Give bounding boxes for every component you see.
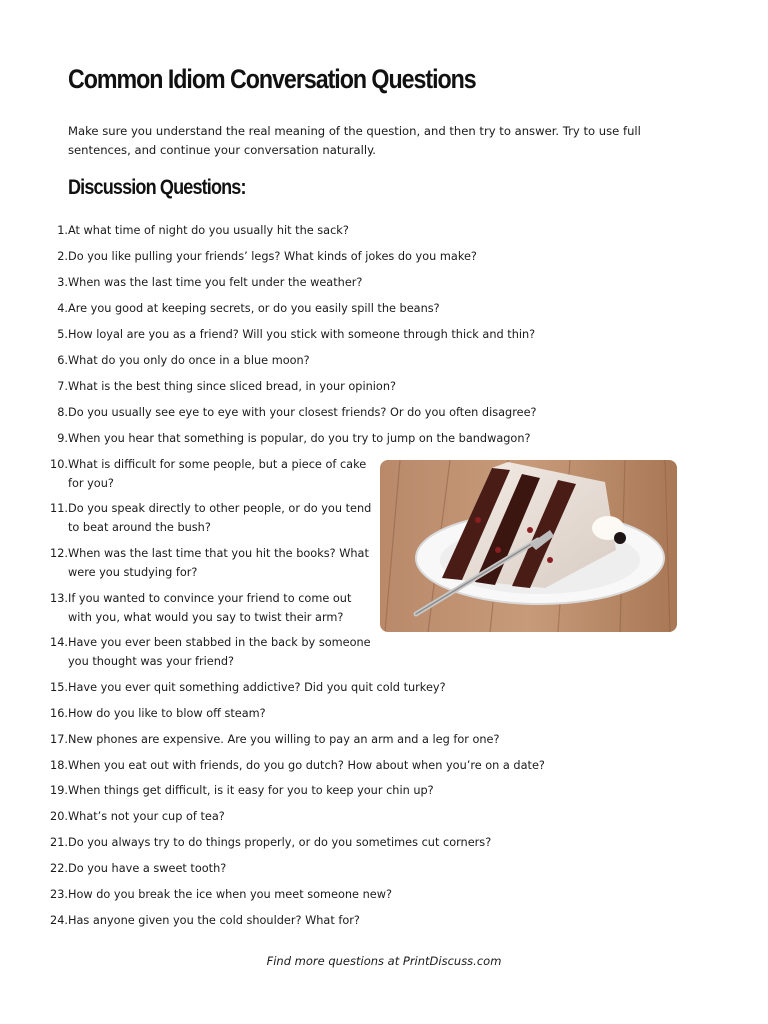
question-text: Are you good at keeping secrets, or do you easily spill the beans? bbox=[68, 302, 440, 315]
list-item: 1. At what time of night do you usually hit the sack? bbox=[40, 222, 708, 241]
question-text: What is difficult for some people, but a piece of cake for you? bbox=[68, 458, 367, 490]
question-text: Have you ever quit something addictive? Did you quit cold turkey? bbox=[68, 681, 446, 694]
list-item: 9. When you hear that something is popular, do you try to jump on the bandwagon? bbox=[40, 430, 708, 449]
list-item: 20. What’s not your cup of tea? bbox=[40, 808, 708, 827]
question-text: What’s not your cup of tea? bbox=[68, 810, 225, 823]
question-text: When you hear that something is popular, do you try to jump on the bandwagon? bbox=[68, 432, 531, 445]
list-item: 15. Have you ever quit something addictive? Did you quit cold turkey? bbox=[40, 679, 708, 698]
list-item: 23. How do you break the ice when you meet someone new? bbox=[40, 886, 708, 905]
list-item: 17. New phones are expensive. Are you willing to pay an arm and a leg for one? bbox=[40, 731, 708, 750]
question-text: When was the last time you felt under the weather? bbox=[68, 276, 363, 289]
section-heading: Discussion Questions: bbox=[68, 176, 246, 199]
list-item: 16. How do you like to blow off steam? bbox=[40, 705, 708, 724]
question-text: At what time of night do you usually hit the sack? bbox=[68, 224, 349, 237]
list-item: 13. If you wanted to convince your friend to come out with you, what would you say to twist their arm? bbox=[40, 590, 373, 627]
question-text: When things get difficult, is it easy for you to keep your chin up? bbox=[68, 784, 434, 797]
list-item: 4. Are you good at keeping secrets, or do you easily spill the beans? bbox=[40, 300, 708, 319]
question-text: When was the last time that you hit the books? What were you studying for? bbox=[68, 547, 369, 579]
question-text: Do you have a sweet tooth? bbox=[68, 862, 227, 875]
list-item: 22. Do you have a sweet tooth? bbox=[40, 860, 708, 879]
list-item: 12. When was the last time that you hit the books? What were you studying for? bbox=[40, 545, 373, 582]
cake-photo bbox=[380, 460, 677, 632]
list-item: 11. Do you speak directly to other people, or do you tend to beat around the bush? bbox=[40, 500, 373, 537]
list-item: 18. When you eat out with friends, do you go dutch? How about when you’re on a date? bbox=[40, 757, 708, 776]
question-text: How loyal are you as a friend? Will you stick with someone through thick and thin? bbox=[68, 328, 536, 341]
question-text: What is the best thing since sliced bread, in your opinion? bbox=[68, 380, 396, 393]
question-text: What do you only do once in a blue moon? bbox=[68, 354, 310, 367]
list-item: 10. What is difficult for some people, but a piece of cake for you? bbox=[40, 456, 373, 493]
footer-text: Find more questions at PrintDiscuss.com bbox=[266, 954, 502, 968]
question-text: New phones are expensive. Are you willing to pay an arm and a leg for one? bbox=[68, 733, 500, 746]
question-text: Do you speak directly to other people, or do you tend to beat around the bush? bbox=[68, 502, 372, 534]
question-text: Do you usually see eye to eye with your closest friends? Or do you often disagree? bbox=[68, 406, 537, 419]
list-item: 21. Do you always try to do things properly, or do you sometimes cut corners? bbox=[40, 834, 708, 853]
question-text: How do you like to blow off steam? bbox=[68, 707, 266, 720]
list-item: 8. Do you usually see eye to eye with your closest friends? Or do you often disagree? bbox=[40, 404, 708, 423]
question-text: Do you always try to do things properly, or do you sometimes cut corners? bbox=[68, 836, 492, 849]
list-item: 5. How loyal are you as a friend? Will you stick with someone through thick and thin? bbox=[40, 326, 708, 345]
question-text: When you eat out with friends, do you go dutch? How about when you’re on a date? bbox=[68, 759, 545, 772]
list-item: 3. When was the last time you felt under the weather? bbox=[40, 274, 708, 293]
list-item: 7. What is the best thing since sliced bread, in your opinion? bbox=[40, 378, 708, 397]
question-text: Have you ever been stabbed in the back by someone you thought was your friend? bbox=[68, 636, 371, 668]
list-item: 14. Have you ever been stabbed in the back by someone you thought was your friend? bbox=[40, 634, 373, 671]
question-text: If you wanted to convince your friend to come out with you, what would you say to twist their arm? bbox=[68, 592, 352, 624]
question-text: Has anyone given you the cold shoulder? What for? bbox=[68, 914, 360, 927]
question-text: How do you break the ice when you meet someone new? bbox=[68, 888, 392, 901]
list-item: 19. When things get difficult, is it easy for you to keep your chin up? bbox=[40, 782, 708, 801]
page-title: Common Idiom Conversation Questions bbox=[68, 64, 476, 94]
list-item: 2. Do you like pulling your friends’ legs? What kinds of jokes do you make? bbox=[40, 248, 708, 267]
intro-paragraph: Make sure you understand the real meaning of the question, and then try to answer. Try to use full sentences, and continue your conversation naturally. bbox=[68, 124, 641, 157]
list-item: 24. Has anyone given you the cold shoulder? What for? bbox=[40, 912, 708, 931]
list-item: 6. What do you only do once in a blue moon? bbox=[40, 352, 708, 371]
question-text: Do you like pulling your friends’ legs? What kinds of jokes do you make? bbox=[68, 250, 477, 263]
